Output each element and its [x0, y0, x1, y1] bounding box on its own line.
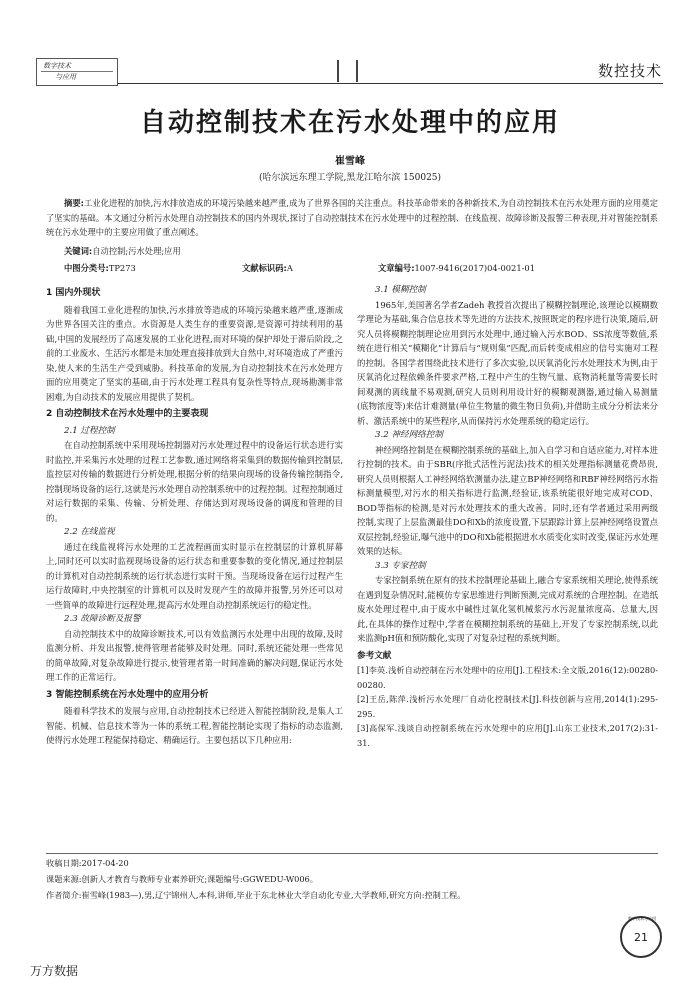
logo-rule [41, 71, 113, 72]
article-no [378, 262, 535, 274]
doc-code-value: A [286, 263, 293, 273]
section-3-paragraph: 随着科学技术的发展与应用,自动控制技术已经进入智能控制阶段,是集人工智能、机械、信息技术等为一体的系统工程,智能控制论实现了指标的动态监测,使得污水处理工程能保持稳定、精确运行。主要包括以下几种应用: [46, 706, 343, 745]
footnote-received: 收稿日期:2017-04-20 [46, 858, 129, 868]
affiliation: (哈尔滨远东理工学院,黑龙江哈尔滨 150025) [258, 173, 442, 183]
clc-label: 中图分类号: [64, 263, 109, 273]
header-tick-left [337, 60, 339, 82]
section-2-2-title: 2.2 在线监视 [64, 527, 115, 537]
abstract [46, 196, 658, 240]
clc-value: TP273 [108, 263, 136, 273]
section-3-2-paragraph: 神经网络控制是在模糊控制系统的基础上,加入自学习和自适应能力,对样本进行控制的技术。由于SBR(序批式活性污泥法)技术的相关处理指标测量花费昂贵,研究人员则根据人工神经网络软测量办法,建立BP神经网络和RBF神经网络污水指标测量模型,对污水的相关指标进行监测,经验证,该系统能很好地完成对COD、BOD等指标的检测,是对污水处理技术的重大改善。同时,还有学者通过采用两级控制,实现了上层监测最佳DO和Xb的浓度设置,下层跟踪计算上层神经网络设置点双层控制,经验证,曝气池中的DO和Xb能根据进水水质变化实时改变,保证污水处理效果的达标。 [357, 444, 658, 556]
keywords-label: 关键词: [64, 246, 93, 256]
section-3-1-paragraph: 1965年,美国著名学者Zadeh 教授首次提出了模糊控制理论,该理论以模糊数学理论为基础,集合信息技术等先进的方法技术,按照既定的程序进行决策,随后,研究人员将模糊控制理论应用到污水处理中,通过输入污水BOD、SS浓度等数值,系统在进行相关“模糊化”计算后与“规则集”匹配,而后转变成相应的信号实施对工程的控制。各国学者围绕此技术进行了多次实验,以厌氧消化污水处理技术为例,由于厌氧消化过程依赖条件要求严格,工程中产生的生物气量、底物消耗量等需要长时间观测的离线量不易观测,研究人员则利用设计好的模糊观测器,通过输入易测量(底物浓度等)来估计难测量(单位生物量的微生物日负荷),并借助主成分分析法来分析、激活系统中的某些程序,从而保持污水处理系统的稳定运行。 [357, 299, 658, 426]
section-3-3-title: 3.3 专家控制 [375, 560, 426, 571]
article-title: 自动控制技术在污水处理中的应用 [139, 108, 560, 138]
reference-item: [3]高保军.浅谈自动控制系统在污水处理中的应用[J].山东工业技术,2017(2):31-31. [357, 723, 658, 748]
section-3-1-title: 3.1 模糊控制 [375, 285, 426, 295]
page-number: 21 [634, 930, 648, 944]
clc [64, 262, 136, 274]
section-1-paragraph: 随着我国工业化进程的加快,污水排放等造成的环境污染越来越严重,逐渐成为世界各国关注的重点。水资源是人类生存的重要资源,是资源可持续利用的基础,中国的发展经历了高速发展的工业化进程,而对环境的保护却处于滞后阶段,之前的工业废水、生活污水都是未加处理直接排放到大自然中,对环境造成了严重污染,使人来的生活生产受到威胁。科技革命的发展,为自动控制技术在污水处理方面的应用奠定了坚实的基础,由于污水处理工程具有复杂性等特点,现场勘测非常困难,为自动技术的发展应用提供了契机。 [46, 304, 343, 402]
reference-item: [2]王岳,陈萍.浅析污水处理厂自动化控制技术[J].科技创新与应用,2014(1):295-295. [357, 694, 658, 719]
page-seal-text: 数字技术与应用 [628, 916, 656, 921]
keywords-text: 自动控制;污水处理;应用 [92, 246, 181, 256]
article-no-value: 1007-9416(2017)04-0021-01 [414, 263, 535, 273]
section-2-1-title: 2.1 过程控制 [64, 425, 115, 436]
header-tick-right [356, 60, 358, 82]
right-column [357, 283, 658, 750]
logo-top-text: 数字技术 [43, 62, 71, 70]
abstract-text: 工业化进程的加快,污水排放造成的环境污染越来越严重,成为了世界各国的关注重点。科技革命带来的各种新技术,为自动控制技术在污水处理方面的应用奠定了坚实的基础。本文通过分析污水处理自动控制技术的国内外现状,探讨了自动控制技术在污水处理中的过程控制、在线监视、故障诊断及报警三种表现,并对智能控制系统在污水处理中的主要应用做了重点阐述。 [46, 198, 658, 237]
journal-logo [36, 58, 118, 86]
keywords [64, 245, 181, 257]
left-column [46, 283, 343, 748]
section-3-3-paragraph: 专家控制系统在原有的技术控制理论基础上,融合专家系统相关理论,使得系统在遇到复杂情况时,能模仿专家思维进行判断预测,完成对系统的合理控制。在造纸废水处理过程中,由于废水中碱性过氧化氢机械浆污水污泥量浓度高、总量大,因此,在具体的操作过程中,学者在模糊控制系统的基础上,开发了专家控制系统,以此来监测pH值和预防酸化,实现了对复杂过程的系统判断。 [357, 575, 658, 643]
section-3-2-title: 3.2 神经网络控制 [375, 430, 443, 440]
article-no-label: 文章编号: [378, 263, 415, 273]
footnote-bio: 作者简介:崔雪峰(1983—),男,辽宁锦州人,本科,讲师,毕业于东北林业大学自动化专业,大学教师,研究方向:控制工程。 [46, 890, 466, 900]
section-3-title: 3 智能控制系统在污水处理中的应用分析 [46, 689, 209, 700]
section-1-title: 1 国内外现状 [46, 288, 101, 298]
section-2-2-paragraph: 通过在线监视将污水处理的工艺流程画面实时显示在控制层的计算机屏幕上,同时还可以实时监视现场设备的运行状态和重要参数的变化情况,通过控制层的计算机对自动控制系统的运行状态进行实时干预。当现场设备在运行过程产生运行故障时,中央控制室的计算机可以及时发现产生的故障并报警,另外还可以对一些简单的故障进行远程处理,提高污水处理自动控制系统运行的稳定性。 [46, 541, 343, 610]
author: 崔雪峰 [335, 156, 365, 167]
abstract-label: 摘要: [64, 198, 84, 208]
doc-code-label: 文献标识码: [242, 263, 287, 273]
section-2-title: 2 自动控制技术在污水处理中的主要表现 [46, 409, 209, 419]
footnote-fund: 课题来源:创新人才教育与教师专业素养研究;课题编号:GGWEDU-W006。 [46, 874, 318, 884]
doc-code [242, 262, 293, 274]
page-number-seal [620, 916, 662, 958]
logo-bottom-text: 与应用 [55, 73, 76, 81]
watermark: 万方数据 [30, 964, 79, 978]
header-rule [118, 83, 663, 84]
references-title: 参考文献 [357, 650, 392, 661]
footnote-rule [46, 853, 658, 854]
section-name: 数控技术 [597, 62, 662, 80]
section-2-3-title: 2.3 故障诊断及报警 [64, 614, 141, 624]
reference-item: [1]李英.浅析自动控制在污水处理中的应用[J].工程技术:全文版,2016(12):00280-00280. [357, 665, 658, 690]
section-2-3-paragraph: 自动控制技术中的故障诊断技术,可以有效监测污水处理中出现的故障,及时监测分析、并发出报警,使得管理者能够及时处理。同时,系统还能处理一些常见的简单故障,对复杂故障进行提示,使管理者第一时间准确的解决问题,保证污水处理工作的正常运行。 [46, 628, 343, 682]
section-2-1-paragraph: 在自动控制系统中采用现场控制器对污水处理过程中的设备运行状态进行实时监控,并采集污水处理的过程工艺参数,通过网络将采集到的数据传输到控制层,监控层对传输的数据进行分析处理,根据分析的结果向现场的设备传输控制指令,控制现场设备的运行,这就是污水处理自动控制系统中的过程控制。过程控制通过对运行数据的采集、传输、分析处理、存储达到对现场设备的调度和管理的目的。 [46, 440, 343, 523]
